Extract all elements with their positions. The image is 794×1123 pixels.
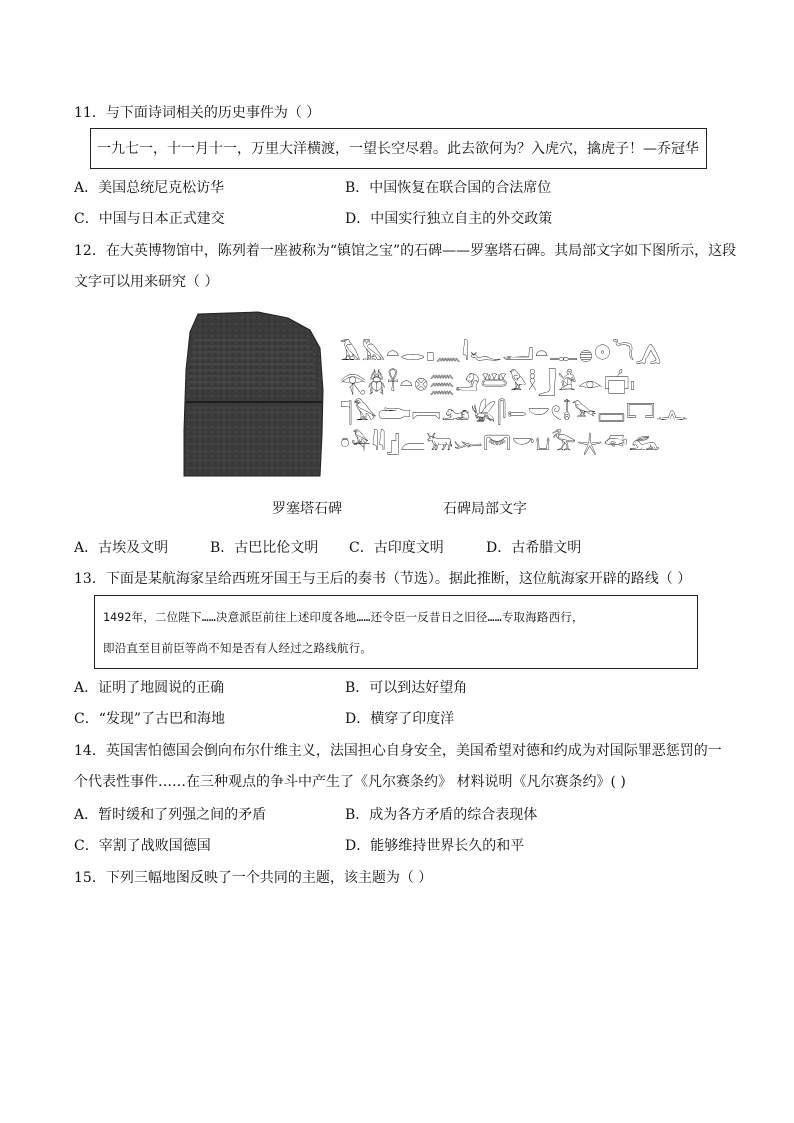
q12-option-b[interactable]: B．古巴比伦文明 [210, 540, 319, 556]
q11-quote-box [90, 128, 707, 169]
q11-quote: 一九七一，十一月十一，万里大洋横渡，一望长空尽碧。此去欲何为？入虎穴，擒虎子！—乔冠华 [97, 141, 699, 157]
q14-option-d[interactable]: D．能够维持世界长久的和平 [345, 838, 525, 854]
q12-option-d[interactable]: D．古希腊文明 [486, 540, 582, 556]
hieroglyph-row-4: 𓏌𓅆𓇌𓊨𓐝𓃒𓆱𓋞𓎡𓂓𓅡𓇼𓆛𓃹 [340, 431, 661, 455]
q12-option-a[interactable]: A．古埃及文明 [74, 540, 169, 556]
q11-option-b[interactable]: B．中国恢复在联合国的合法席位 [345, 180, 552, 196]
q13-option-b[interactable]: B．可以到达好望角 [345, 680, 468, 696]
hieroglyph-row-2: 𓂀𓆣𓋹𓏏𓊖𓈗𓄂𓆷𓅱𓎛𓃀𓀀𓁹𓐠𓏤 [340, 371, 636, 395]
q13-letter-box [94, 595, 698, 669]
q11-stem: 11．与下面诗词相关的历史事件为（ ） [74, 105, 321, 121]
q14-option-a[interactable]: A．暂时缓和了列强之间的矛盾 [74, 807, 267, 823]
q12-option-c[interactable]: C．古印度文明 [349, 540, 444, 556]
caption-stone-text: 石碑局部文字 [443, 501, 527, 517]
q12-stem-line1: 12．在大英博物馆中，陈列着一座被称为“镇馆之宝”的石碑——罗塞塔石碑。其局部文字如下图所示，这段 [74, 243, 737, 259]
q13-option-c[interactable]: C．“发现”了古巴和海地 [74, 711, 226, 727]
q13-letter-line1: 1492年，二位陛下……决意派臣前往上述印度各地……还令臣一反昔日之旧径……专取海路西行， [103, 610, 584, 624]
q13-option-d[interactable]: D．横穿了印度洋 [345, 711, 455, 727]
q11-option-a[interactable]: A．美国总统尼克松访华 [74, 180, 225, 196]
hieroglyph-row-3: 𓊹𓅃𓂧𓇯𓃭𓆤𓋴𓍿𓎟𓏲𓄤𓅨𓈙𓉐𓂜 [340, 401, 690, 425]
q11-option-c[interactable]: C．中国与日本正式建交 [74, 211, 225, 227]
q13-stem: 13．下面是某航海家呈给西班牙国王与王后的奏书（节选）。据此推断，这位航海家开辟的路线（ ） [74, 571, 692, 587]
q14-stem-line2: 个代表性事件……在三种观点的争斗中产生了《凡尔赛条约》 材料说明《凡尔赛条约》( ) [74, 774, 626, 790]
q11-option-d[interactable]: D．中国实行独立自主的外交政策 [345, 211, 553, 227]
q14-option-b[interactable]: B．成为各方矛盾的综合表现体 [345, 807, 538, 823]
hieroglyph-row-1: 𓄿𓅓𓏏𓂋𓊪𓈖𓇋𓆑𓂝𓏏𓊃𓐍𓇳𓆓𓂻 [340, 341, 663, 365]
q13-letter-line2: 即沿直至目前臣等尚不知是否有人经过之路线航行。 [103, 641, 373, 655]
q14-option-c[interactable]: C．宰割了战败国德国 [74, 838, 211, 854]
q12-stem-line2: 文字可以用来研究（ ） [74, 274, 219, 290]
caption-rosetta-stone: 罗塞塔石碑 [272, 501, 342, 517]
q15-stem: 15．下列三幅地图反映了一个共同的主题，该主题为（ ） [74, 870, 433, 886]
q13-option-a[interactable]: A．证明了地圆说的正确 [74, 680, 225, 696]
q14-stem-line1: 14．英国害怕德国会倒向布尔什维主义，法国担心自身安全，美国希望对德和约成为对国际罪恶惩罚的一 [74, 743, 722, 759]
rosetta-stone-image [180, 310, 325, 480]
